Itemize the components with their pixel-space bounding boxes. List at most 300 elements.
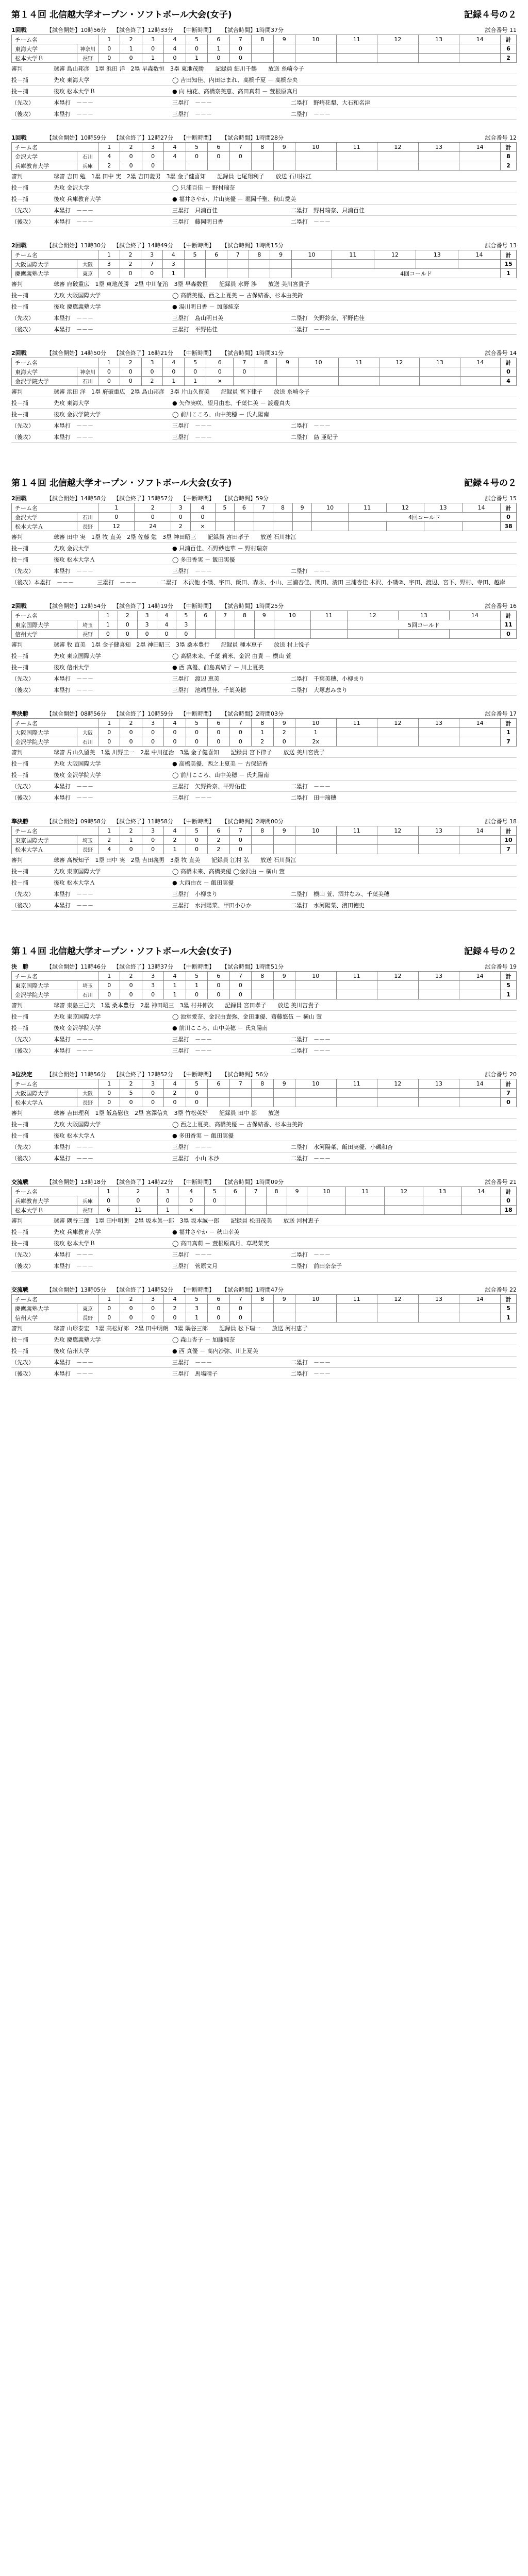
inning-header: 5 [186,1295,207,1304]
game-details [11,999,517,1056]
doubles: 二塁打 －－－ [291,326,331,333]
battery-label: 投－捕 [11,868,28,875]
inning-header: 1 [98,358,120,367]
start-time: 【試合開始】14時58分 [46,495,106,502]
suspend-time: 【中断時間】 [180,134,214,141]
team-name: 慶應義塾大学 [12,1304,77,1313]
team-header: チーム名 [12,250,98,260]
inning-header: 4 [178,1187,204,1196]
battery-row [11,1345,517,1357]
scorer: 記録員 宮田孝子 [207,533,249,540]
total-score: 1 [501,269,517,278]
game-number: 試合番号 20 [485,1071,517,1078]
home-runs: 本塁打 －－－ [54,1251,93,1258]
inning-header: 7 [229,972,251,981]
inning-score [252,44,273,54]
inning-header: 7 [216,611,235,620]
battery-label: 投－捕 [11,1240,28,1247]
umpire-label: 審判 [11,1325,23,1332]
doubles: 二塁打 横山 萱、酒井なみ、千葉美穂 [291,890,390,897]
inning-score [184,260,206,269]
inning-header: 3 [142,972,163,981]
inning-header: 4 [164,35,186,44]
inning-score: 1 [120,44,142,54]
total-score: 6 [501,44,517,54]
inning-score: 0 [142,836,163,845]
inning-score: 2 [164,1089,186,1098]
inning-header: 1 [98,1187,119,1196]
game-duration: 【試合時間】1時間28分 [222,134,284,141]
inning-score: 5 [120,1089,142,1098]
inning-score: 0 [98,728,120,737]
inning-header: 11 [336,719,377,728]
inning-header: 3 [141,250,163,260]
pitcher-catcher: ◯ 多田香実 － 飯田実優 [172,556,235,563]
doubles: 二塁打 －－－ [291,1370,331,1377]
inning-header: 12 [377,1295,419,1304]
side-label: （後攻） [11,902,34,909]
inning-score: 0 [208,1304,229,1313]
announcer: 放送 石川員江 [260,856,296,863]
battery-label: 投－捕 [11,664,28,671]
inning-header: 13 [418,1295,459,1304]
scorer: 記録員 宮下律子 [230,749,272,756]
inning-score: 2 [164,1304,186,1313]
inning-score [208,161,229,171]
team-prefecture: 石川 [77,377,98,386]
hits-row [11,565,517,577]
team-prefecture: 兵庫 [77,161,98,171]
pitcher-catcher: ● 西 真優 － 高内沙弥、川上夏美 [172,1347,258,1354]
inning-score [336,152,377,161]
total-score: 1 [501,1313,517,1323]
inning-score: 1 [164,990,186,999]
pitcher-catcher: ◯ 高田真莉 － 萱根原真月、草場菜実 [172,1240,269,1247]
inning-header: 7 [234,358,255,367]
batting-team: 後攻 松本大学Ｂ [54,88,95,95]
inning-score: 1 [142,54,163,63]
end-time: 【試合終了】10時59分 [113,710,173,717]
triples: 三塁打 －－－ [172,433,212,440]
inning-score: 3 [98,260,120,269]
umpire-crew: 球審 東島三己夫 1塁 桑本豊行 2塁 神田昭三 3塁 村井伸次 [54,1002,213,1009]
inning-header: 6 [208,972,229,981]
spacer [0,803,528,815]
inning-header: 1 [98,719,120,728]
inning-header: 9 [273,1079,295,1089]
doubles: 二塁打 島 亜紀子 [291,433,338,440]
inning-header: 12 [385,1187,423,1196]
home-runs: 本塁打 －－－ [54,1143,93,1150]
suspend-time: 【中断時間】 [180,710,214,717]
inning-header: 10 [307,1187,346,1196]
team-name: 金沢学院大学 [12,990,77,999]
inning-score [186,161,207,171]
inning-score: 0 [229,845,251,854]
game-number: 試合番号 19 [485,963,517,970]
inning-score [295,152,336,161]
team-prefecture: 兵庫 [77,1196,98,1206]
game-duration: 【試合時間】56分 [222,1071,269,1078]
inning-header: 10 [312,503,348,513]
triples: 三塁打 －－－ [172,110,212,117]
officials-row [11,999,517,1011]
total-header: 計 [501,719,517,728]
team-row [12,990,517,999]
game-details [11,1107,517,1164]
inning-header: 10 [298,358,338,367]
team-header: チーム名 [12,826,98,836]
inning-score: 0 [164,54,186,63]
game-details [11,854,517,911]
page-header [0,0,528,23]
inning-score [252,981,273,990]
umpire-label: 審判 [11,173,23,180]
inning-score [377,737,419,747]
inning-header: 8 [273,503,293,513]
record-number: 記録４号の２ [464,946,517,957]
inning-header: 12 [377,719,419,728]
inning-score [295,1304,336,1313]
inning-score [273,513,293,522]
announcer: 放送 河村恵子 [272,1325,308,1332]
game-block [11,1067,517,1164]
inning-score: 2 [98,161,120,171]
game-duration: 【試合時間】1時間15分 [222,242,284,249]
battery-row [11,397,517,409]
battery-label: 投－捕 [11,76,28,83]
hits-row [11,216,517,227]
total-score: 18 [501,1206,517,1215]
end-time: 【試合終了】16時21分 [113,350,173,357]
inning-score [377,1098,419,1107]
inning-score [420,367,460,377]
batting-team: 後攻 信州大学 [54,664,90,671]
batting-team: 先攻 大阪国際大学 [54,760,101,767]
battery-label: 投－捕 [11,1228,28,1235]
inning-header: 7 [229,826,251,836]
doubles: 二塁打 大塚恵みまり [291,686,348,693]
total-score: 0 [501,1196,517,1206]
inning-score [416,260,458,269]
inning-score [310,620,347,630]
side-label: （後攻） [11,794,34,801]
inning-score [208,1098,229,1107]
inning-header: 13 [418,1079,459,1089]
game-block [11,1175,517,1272]
team-row [12,1313,517,1323]
game-details [11,747,517,803]
hits-row [11,673,517,684]
inning-header: 3 [157,1187,178,1196]
inning-score [377,1089,419,1098]
inning-score: 0 [120,54,142,63]
doubles: 二塁打 －－－ [291,1036,331,1043]
inning-header: 6 [208,1295,229,1304]
inning-header: 3 [171,503,190,513]
inning-score [307,1196,346,1206]
batting-team: 後攻 慶應義塾大学 [54,303,101,310]
battery-row [11,182,517,193]
inning-score [229,1089,251,1098]
umpire-crew: 球審 髙桜知子 1塁 田中 実 2塁 吉田義男 3塁 牧 直美 [54,856,200,863]
team-row [12,377,517,386]
inning-score [420,377,460,386]
inning-score: 0 [229,728,251,737]
inning-header: 2 [120,719,142,728]
team-prefecture: 東京 [77,1304,98,1313]
inning-score [336,1313,377,1323]
inning-score [291,260,332,269]
inning-header: 12 [377,826,419,836]
team-header: チーム名 [12,611,98,620]
batting-team: 後攻 信州大学 [54,1347,90,1354]
side-label: （後攻） [11,1370,34,1377]
inning-header: 5 [185,358,206,367]
batting-team: 先攻 東京国際大学 [54,1013,101,1020]
officials-row [11,386,517,397]
page-title: 第１４回 北信越大学オープン・ソフトボール大会(女子) [11,946,232,957]
spacer [0,443,528,454]
inning-score [298,367,338,377]
inning-score [273,1313,295,1323]
pitcher-catcher: ● 只浦百佳、石野紗也華 － 野村瑞奈 [172,545,268,552]
inning-score: 0 [208,1313,229,1323]
inning-score: 2 [208,836,229,845]
inning-score [254,522,273,531]
inning-header: 14 [462,1187,501,1196]
total-score: 38 [501,522,517,531]
inning-score [423,1206,462,1215]
team-header: チーム名 [12,1187,98,1196]
batting-team: 後攻 金沢学院大学 [54,771,101,778]
inning-score [339,377,379,386]
team-row [12,1089,517,1098]
hits-row [11,205,517,216]
inning-score [215,513,235,522]
inning-score [459,737,501,747]
scoreboard [11,358,517,386]
announcer: 放送 糸崎今子 [268,65,304,72]
spacer [0,335,528,346]
inning-header: 10 [295,972,336,981]
game-duration: 【試合時間】2時間03分 [222,710,284,717]
umpire-crew: 球審 隅谷三郎 1塁 田中明朗 2塁 坂本眞一郎 3塁 坂本誠一郎 [54,1217,219,1224]
inning-score [377,152,419,161]
inning-header: 10 [295,826,336,836]
inning-header: 5 [186,1079,207,1089]
total-score: 0 [501,513,517,522]
battery-label: 投－捕 [11,1013,28,1020]
game-number: 試合番号 21 [485,1179,517,1185]
inning-score: 0 [208,728,229,737]
hits-row [11,888,517,900]
home-runs: 本塁打 －－－ [54,675,93,682]
team-prefecture: 神奈川 [77,44,98,54]
triples: 三塁打 島山明日美 [172,314,223,321]
team-prefecture: 大阪 [77,1089,98,1098]
home-runs: 本塁打 －－－ [54,1370,93,1377]
inning-score: 3 [162,260,184,269]
inning-score: 0 [98,1196,119,1206]
inning-header: 8 [252,972,273,981]
battery-row [11,866,517,877]
triples: 三塁打 矢野鈴奈、平野佑佳 [172,783,246,790]
inning-score: 0 [120,981,142,990]
officials-row [11,278,517,290]
end-time: 【試合終了】12時33分 [113,27,173,33]
game-info [11,1177,517,1187]
pitcher-catcher: ◯ 西之上夏美、高橋美優 － 古保結香、杉本由美鈴 [172,1121,303,1128]
inning-score [254,630,274,639]
inning-header: 8 [255,358,277,367]
inning-header: 2 [120,826,142,836]
inning-score [336,1304,377,1313]
inning-score [206,260,227,269]
game-info [11,709,517,718]
team-header: チーム名 [12,35,98,44]
game-info [11,25,517,35]
inning-score [379,377,419,386]
inning-score: 0 [135,513,171,522]
inning-score: 0 [234,367,255,377]
start-time: 【試合開始】14時50分 [46,350,106,357]
inning-score [255,367,277,377]
inning-score: 4 [98,152,120,161]
side-label: （後攻） [11,218,34,225]
umpire-label: 審判 [11,1109,23,1116]
inning-score: 0 [142,737,163,747]
home-runs: 本塁打 －－－ [54,314,93,321]
doubles: 二塁打 田中瑞穂 [291,794,336,801]
inning-score [418,1313,459,1323]
team-row [12,630,517,639]
inning-score: 1 [164,981,186,990]
inning-score: 0 [142,152,163,161]
battery-row [11,290,517,301]
team-name: 東京国際大学 [12,836,77,845]
team-prefecture: 石川 [77,737,98,747]
doubles: 二塁打 前田奈奈子 [291,1262,342,1269]
triples: 三塁打 －－－ [172,1047,212,1054]
inning-score: 0 [142,990,163,999]
battery-row [11,662,517,673]
inning-score: 1 [164,845,186,854]
inning-score: 1 [162,269,184,278]
pitcher-catcher: ◯ 高橋未来、高橋美優 ◯金沢由 － 横山 萱 [172,868,285,875]
round-label: 準決勝 [11,818,28,825]
total-score: 10 [501,836,517,845]
inning-header: 7 [229,1295,251,1304]
inning-score [252,1089,273,1098]
hits-row [11,1153,517,1164]
inning-header: 5 [186,972,207,981]
scoreboard [11,503,517,531]
inning-header: 12 [377,143,419,152]
hits-row [11,97,517,108]
inning-header: 2 [119,1187,157,1196]
total-header: 計 [501,1295,517,1304]
round-label: 2回戦 [11,242,27,249]
umpire-crew: 球審 牧 直美 1塁 金子健喜知 2塁 神田昭三 3塁 桑本豊行 [54,641,210,648]
inning-score [235,513,254,522]
team-prefecture: 埼玉 [77,981,98,990]
inning-score: 0 [186,836,207,845]
triples: 三塁打 －－－ [97,579,137,586]
inning-score: 0 [98,981,120,990]
inning-header: 9 [270,250,292,260]
batting-team: 先攻 兵庫教育大学 [54,1228,101,1235]
inning-header: 9 [273,1295,295,1304]
officials-row [11,1107,517,1118]
battery-row [11,1130,517,1141]
total-header: 計 [501,611,517,620]
inning-score [459,152,501,161]
inning-header: 2 [120,1295,142,1304]
inning-score [298,377,338,386]
umpire-crew: 球審 山形泰宏 1塁 高松好郎 2塁 田中明朗 3塁 隅谷三郎 [54,1325,208,1332]
inning-score [229,1098,251,1107]
hits-row [11,900,517,911]
team-prefecture: 長野 [77,522,98,531]
inning-score: 0 [229,152,251,161]
inning-score [459,1304,501,1313]
inning-header: 1 [98,1079,120,1089]
inning-score [459,990,501,999]
inning-score [273,1098,295,1107]
total-score: 0 [501,630,517,639]
inning-score: 0 [142,728,163,737]
team-prefecture: 神奈川 [77,367,98,377]
hits-row [11,1141,517,1153]
home-runs: 本塁打 －－－ [54,686,93,693]
batting-team: 後攻 松本大学Ａ [54,879,95,886]
inning-score [462,1196,501,1206]
inning-header: 6 [206,250,227,260]
triples: 三塁打 藤岡明日香 [172,218,223,225]
total-header: 計 [501,250,517,260]
inning-header: 3 [142,143,163,152]
battery-row [11,1226,517,1238]
inning-score: 0 [229,990,251,999]
inning-score [458,260,501,269]
team-name: 松本大学Ａ [12,522,77,531]
inning-score: 0 [142,1304,163,1313]
battery-label: 投－捕 [11,411,28,418]
home-runs: 本塁打 －－－ [54,1047,93,1054]
team-name: 慶應義塾大学 [12,269,77,278]
inning-score [418,161,459,171]
scorer: 記録員 宮下律子 [221,388,262,395]
inning-header: 11 [336,1295,377,1304]
team-header: チーム名 [12,972,98,981]
pitcher-catcher: ● 向 柚花、高橋奈美恵、高田真莉 － 萱根原真月 [172,88,298,95]
umpire-label: 審判 [11,856,23,863]
side-label: （後攻） [11,326,34,333]
side-label: （後攻） [11,110,34,117]
inning-header: 2 [120,143,142,152]
inning-score [336,836,377,845]
inning-header: 14 [460,358,500,367]
inning-header: 8 [252,1295,273,1304]
inning-header: 6 [208,719,229,728]
inning-score: 1 [186,54,207,63]
game-details [11,386,517,443]
inning-score: 4 [157,620,176,630]
inning-header: 9 [273,719,295,728]
battery-row [11,193,517,205]
battery-label: 投－捕 [11,771,28,778]
